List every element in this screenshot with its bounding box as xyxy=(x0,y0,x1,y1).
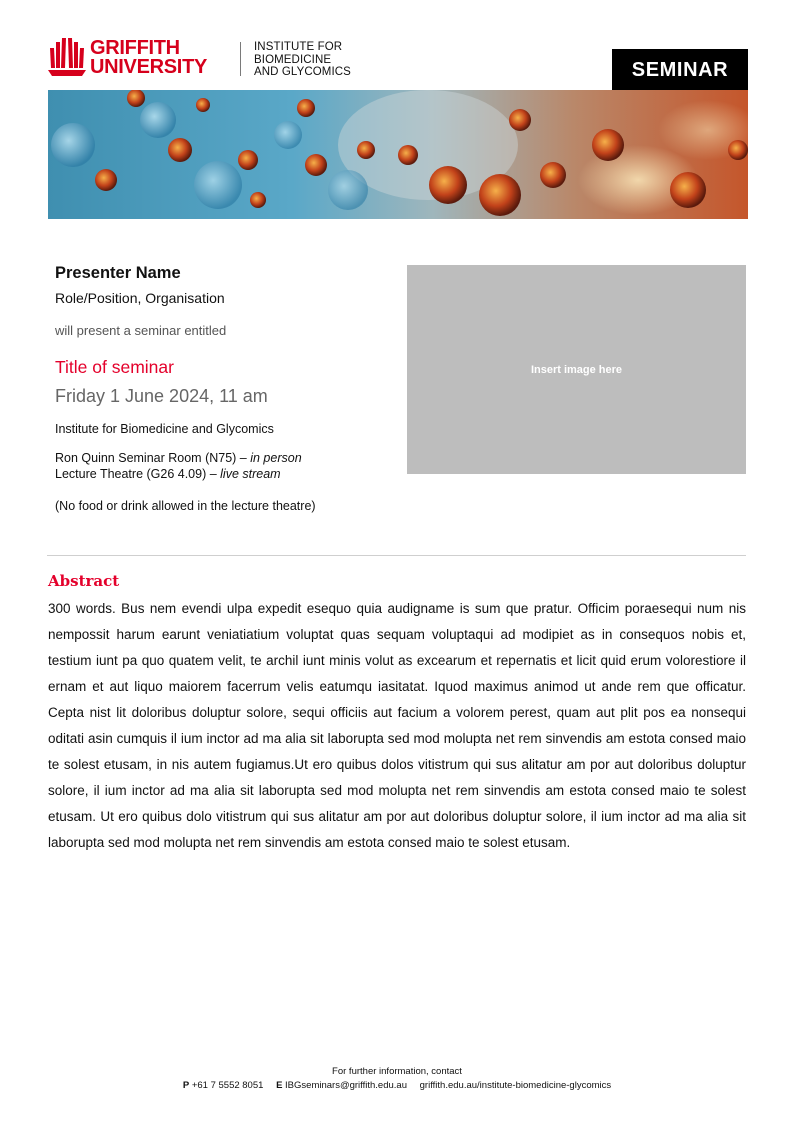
seminar-datetime: Friday 1 June 2024, 11 am xyxy=(55,386,268,406)
location-room: Lecture Theatre (G26 4.09) – xyxy=(55,467,221,481)
email-address: IBGseminars@griffith.edu.au xyxy=(285,1080,407,1091)
location-mode: in person xyxy=(250,451,302,465)
phone-label: P xyxy=(182,1080,190,1091)
phone-number: +61 7 5552 8051 xyxy=(191,1080,264,1091)
location-mode: live stream xyxy=(220,467,281,481)
footer-email[interactable] xyxy=(276,1080,407,1091)
logo-divider xyxy=(240,42,241,76)
footer-heading: For further information, contact xyxy=(332,1066,462,1077)
footer-contact xyxy=(0,1080,794,1091)
presenter-role: Role/Position, Organisation xyxy=(55,290,225,306)
abstract-heading: Abstract xyxy=(48,572,120,590)
logo-institute-text: INSTITUTE FOR BIOMEDICINE AND GLYCOMICS xyxy=(254,41,351,78)
griffith-flame-logo-icon xyxy=(48,38,86,78)
seminar-badge: SEMINAR xyxy=(612,49,748,91)
seminar-title: Title of seminar xyxy=(55,357,174,377)
seminar-intro: will present a seminar entitled xyxy=(55,323,227,338)
location-live-stream xyxy=(55,467,281,481)
email-label: E xyxy=(276,1080,283,1091)
divider xyxy=(47,555,746,556)
footer-phone[interactable] xyxy=(183,1080,264,1091)
footer-website-link[interactable]: griffith.edu.au/institute-biomedicine-glycomics xyxy=(419,1080,612,1091)
abstract-body: 300 words. Bus nem evendi ulpa expedit esequo quia audigname is sum que pratur. Officim poraesequi num nis nempossit harum earunt veniatiatium voluptat quas sequam voluptaqui ad modipiet as in consequos nobis et, testium iunt pa quo quatem velit, te archil iunt minis volut as excearum et repernatis et licit quid erum volorestiore il ernam et aut liquo maiorem facerrum velis eatumqu iasitatat. Iquod maximus animod ut ande rem que officatur. Cepta nist lit doloribus doluptur solore, sequi officiis aut facium a volorem perest, quam aut plit pos ea nonsequi oditati asin cumquis il ium inctor ad ma alia sit laborupta sed mod molupta net rem sinvendis am estota consed maio te solest etusam, in nis autem fugiamus.Ut ero quibus dolos vitistrum qui sus alitatur am por aut doloribus doluptur solore, il ium inctor ad ma alia sit laborupta sed mod molupta net rem sinvendis am estota consed maio te solest etusam. Ut ero quibus dolo vitistrum qui sus alitatur am por aut doloribus doluptur solore, il ium inctor ad ma alia sit laborupta sed mod molupta net rem sinvendis am estota consed maio te solest etusam. xyxy=(48,601,746,850)
image-placeholder-label: Insert image here xyxy=(530,363,623,376)
presenter-image-placeholder[interactable] xyxy=(407,265,746,474)
food-drink-note: (No food or drink allowed in the lecture theatre) xyxy=(55,499,316,513)
institute-logo xyxy=(48,38,378,82)
logo-university-text: GRIFFITH UNIVERSITY xyxy=(90,37,208,78)
location-in-person xyxy=(55,451,302,465)
location-room: Ron Quinn Seminar Room (N75) – xyxy=(55,451,251,465)
banner-image xyxy=(48,90,748,219)
seminar-institute: Institute for Biomedicine and Glycomics xyxy=(55,422,274,436)
presenter-name: Presenter Name xyxy=(55,264,181,282)
